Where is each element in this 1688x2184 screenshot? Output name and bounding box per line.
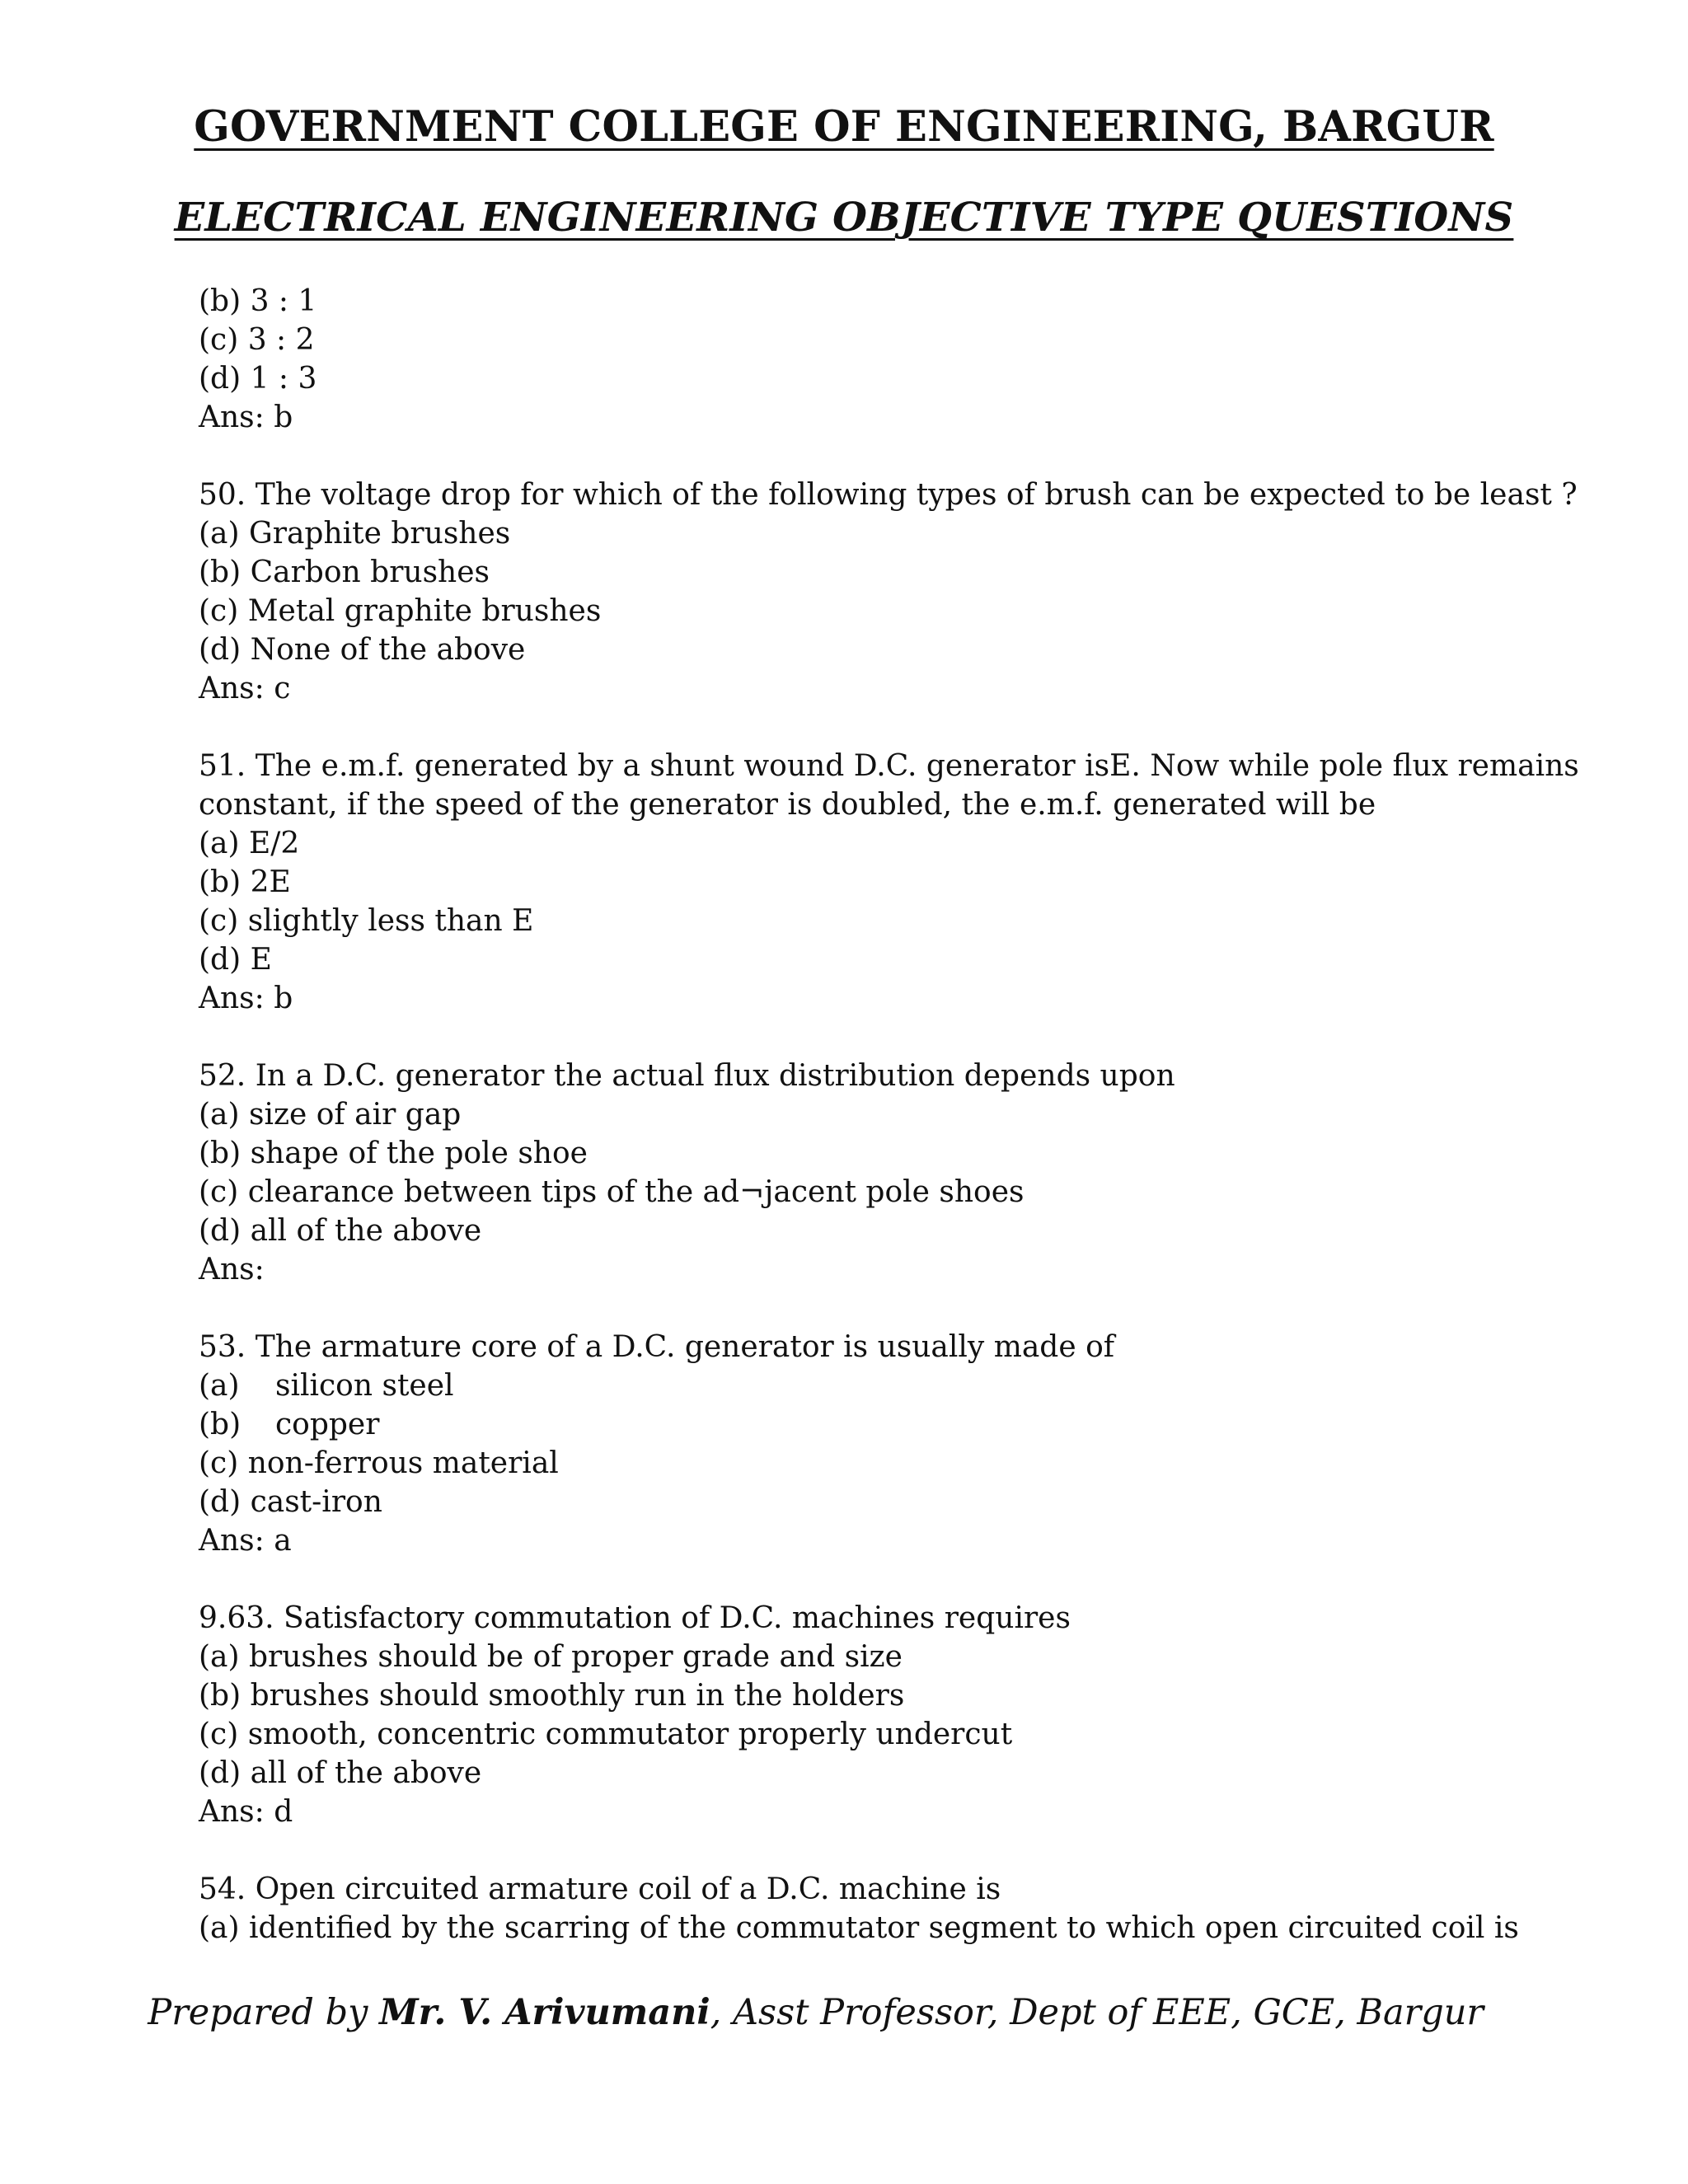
question-block-53 (199, 1328, 1501, 1560)
option-c: (c) smooth, concentric commutator properly undercut (199, 1718, 1013, 1751)
option-d: (d) E (199, 943, 272, 977)
question-block-continued (199, 282, 1501, 437)
college-title: GOVERNMENT COLLEGE OF ENGINEERING, BARGUR (194, 102, 1494, 152)
option-a: (a) Graphite brushes (199, 517, 511, 551)
question-text: 52. In a D.C. generator the actual flux distribution depends upon (199, 1059, 1175, 1093)
answer: Ans: b (199, 982, 293, 1015)
question-text: 53. The armature core of a D.C. generator is usually made of (199, 1330, 1115, 1364)
option-a: (a) E/2 (199, 827, 300, 860)
option-label: (b) (199, 1408, 241, 1441)
answer: Ans: d (199, 1795, 293, 1829)
option-d: (d) 1 : 3 (199, 362, 317, 396)
footer-prefix: Prepared by (148, 1992, 380, 2033)
option-text: silicon steel (275, 1369, 454, 1403)
footer-suffix: , Asst Professor, Dept of EEE, GCE, Bargur (710, 1992, 1484, 2033)
option-a (199, 1366, 1501, 1405)
option-a: (a) size of air gap (199, 1098, 462, 1132)
option-d: (d) all of the above (199, 1214, 482, 1248)
question-text: 9.63. Satisfactory commutation of D.C. machines requires (199, 1601, 1071, 1635)
answer: Ans: c (199, 672, 291, 705)
option-a: (a) identified by the scarring of the commutator segment to which open circuited coil is (199, 1911, 1519, 1945)
option-b: (b) brushes should smoothly run in the holders (199, 1679, 905, 1713)
option-d: (d) None of the above (199, 633, 526, 667)
option-b: (b) shape of the pole shoe (199, 1137, 588, 1170)
option-b: (b) 2E (199, 865, 291, 899)
question-list (199, 282, 1579, 1986)
option-label: (a) (199, 1369, 240, 1403)
question-block-9-63 (199, 1599, 1501, 1831)
footer-credit (0, 1992, 1484, 2033)
answer: Ans: (199, 1253, 265, 1286)
footer-author: Mr. V. Arivumani (379, 1992, 710, 2033)
option-c: (c) Metal graphite brushes (199, 594, 602, 628)
option-c: (c) clearance between tips of the ad¬jacent pole shoes (199, 1175, 1025, 1209)
answer: Ans: b (199, 401, 293, 434)
option-text: copper (275, 1408, 380, 1441)
question-text-line-1: 51. The e.m.f. generated by a shunt wound D.C. generator isE. Now while pole flux remains (199, 749, 1579, 783)
answer: Ans: a (199, 1524, 292, 1558)
option-c: (c) 3 : 2 (199, 323, 315, 357)
question-text: 54. Open circuited armature coil of a D.C. machine is (199, 1872, 1001, 1906)
option-b: (b) 3 : 1 (199, 284, 317, 318)
option-b: (b) Carbon brushes (199, 555, 490, 589)
option-d: (d) all of the above (199, 1756, 482, 1790)
option-c: (c) non-ferrous material (199, 1446, 559, 1480)
option-a: (a) brushes should be of proper grade and size (199, 1640, 903, 1674)
option-d: (d) cast-iron (199, 1485, 382, 1519)
question-text: 50. The voltage drop for which of the following types of brush can be expected to be least ? (199, 478, 1578, 512)
question-text-line-2: constant, if the speed of the generator is doubled, the e.m.f. generated will be (199, 788, 1376, 822)
question-block-52 (199, 1057, 1501, 1289)
document-subject-title: ELECTRICAL ENGINEERING OBJECTIVE TYPE QUESTIONS (174, 194, 1514, 241)
question-block-50 (199, 476, 1578, 708)
option-c: (c) slightly less than E (199, 904, 534, 938)
question-block-51 (199, 747, 1579, 1018)
option-b (199, 1405, 1501, 1444)
question-block-54 (199, 1870, 1519, 1947)
